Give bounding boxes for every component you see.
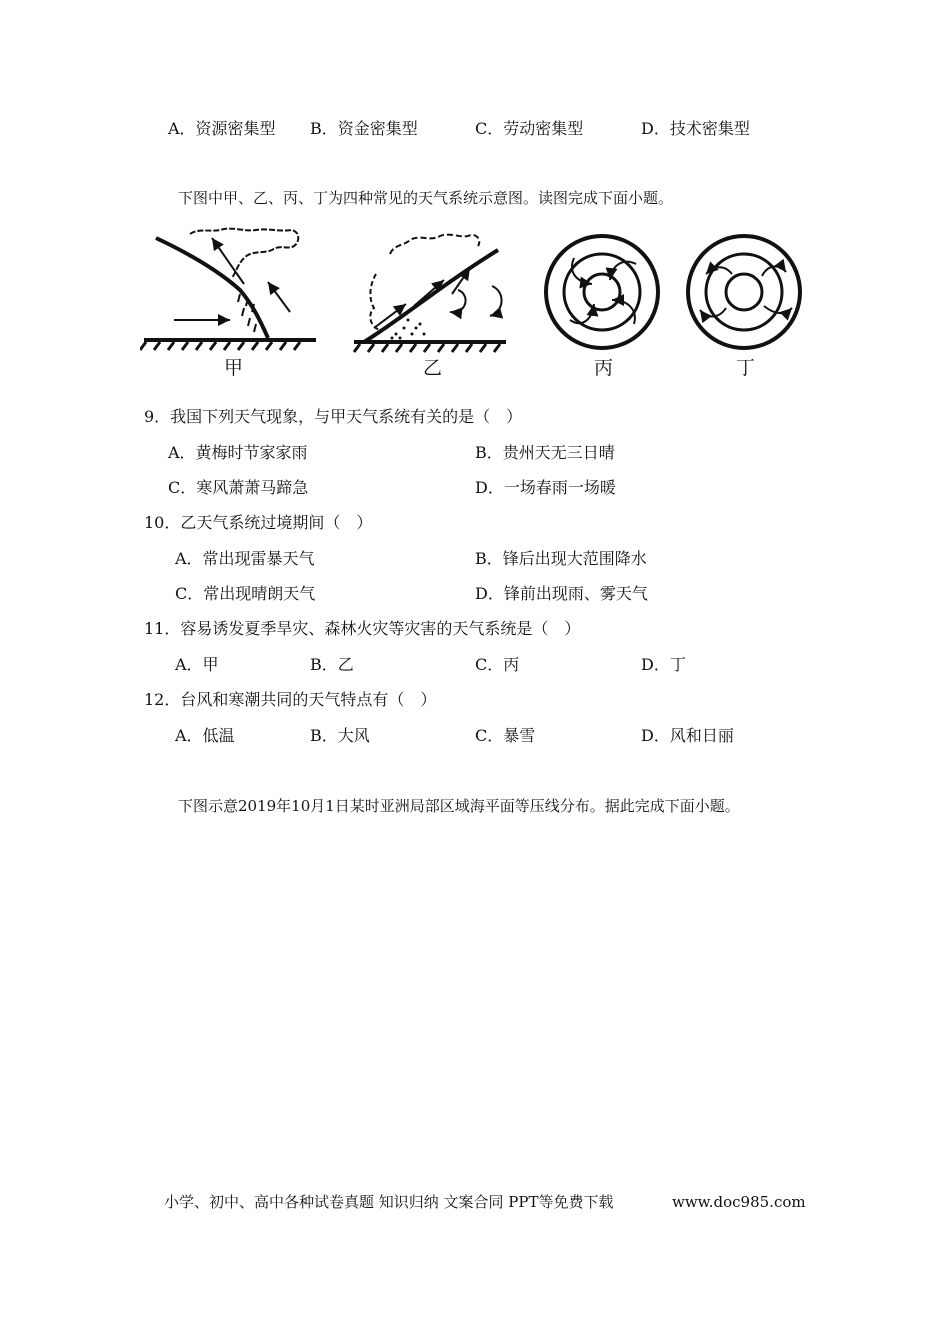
warm-front-diagram	[350, 224, 520, 356]
figure-label-jia: 甲	[224, 357, 244, 379]
cyclone-low-pressure-diagram	[540, 234, 666, 354]
anticyclone-high-pressure-diagram	[684, 234, 808, 354]
question-12-option-d: D．风和日丽	[641, 726, 734, 745]
question-10-option-a: A．常出现雷暴天气	[175, 549, 315, 568]
question-10-stem: 10．乙天气系统过境期间（ ）	[144, 513, 373, 532]
question-9-option-c: C．寒风萧萧马蹄急	[168, 478, 309, 497]
q8-option-b: B．资金密集型	[310, 119, 418, 138]
figure-intro: 下图中甲、乙、丙、丁为四种常见的天气系统示意图。读图完成下面小题。	[178, 189, 674, 207]
q8-option-a: A．资源密集型	[168, 119, 276, 138]
question-9-option-a: A．黄梅时节家家雨	[168, 443, 308, 462]
q8-option-d: D．技术密集型	[641, 119, 750, 138]
footer-url[interactable]: www.doc985.com	[672, 1193, 806, 1211]
figure-label-bing: 丙	[594, 357, 614, 379]
footer-text: 小学、初中、高中各种试卷真题 知识归纳 文案合同 PPT等免费下载	[164, 1193, 614, 1211]
question-11-option-a: A．甲	[175, 655, 219, 674]
question-9-option-d: D．一场春雨一场暖	[475, 478, 616, 497]
question-9-stem: 9．我国下列天气现象，与甲天气系统有关的是（ ）	[144, 407, 523, 426]
question-11-option-d: D．丁	[641, 655, 686, 674]
figure-label-yi: 乙	[423, 357, 443, 379]
question-10-option-c: C．常出现晴朗天气	[175, 584, 316, 603]
figure-label-ding: 丁	[736, 357, 756, 379]
question-12-stem: 12．台风和寒潮共同的天气特点有（ ）	[144, 690, 437, 709]
question-12-option-b: B．大风	[310, 726, 370, 745]
question-11-option-b: B．乙	[310, 655, 354, 674]
cold-front-diagram	[140, 224, 320, 356]
question-11-stem: 11．容易诱发夏季旱灾、森林火灾等灾害的天气系统是（ ）	[144, 619, 581, 638]
question-10-option-d: D．锋前出现雨、雾天气	[475, 584, 648, 603]
question-9-option-b: B．贵州天无三日晴	[475, 443, 615, 462]
question-12-option-c: C．暴雪	[475, 726, 536, 745]
question-10-option-b: B．锋后出现大范围降水	[475, 549, 647, 568]
question-11-option-c: C．丙	[475, 655, 520, 674]
question-12-option-a: A．低温	[175, 726, 235, 745]
map-intro: 下图示意2019年10月1日某时亚洲局部区域海平面等压线分布。据此完成下面小题。	[178, 797, 740, 815]
q8-option-c: C．劳动密集型	[475, 119, 584, 138]
